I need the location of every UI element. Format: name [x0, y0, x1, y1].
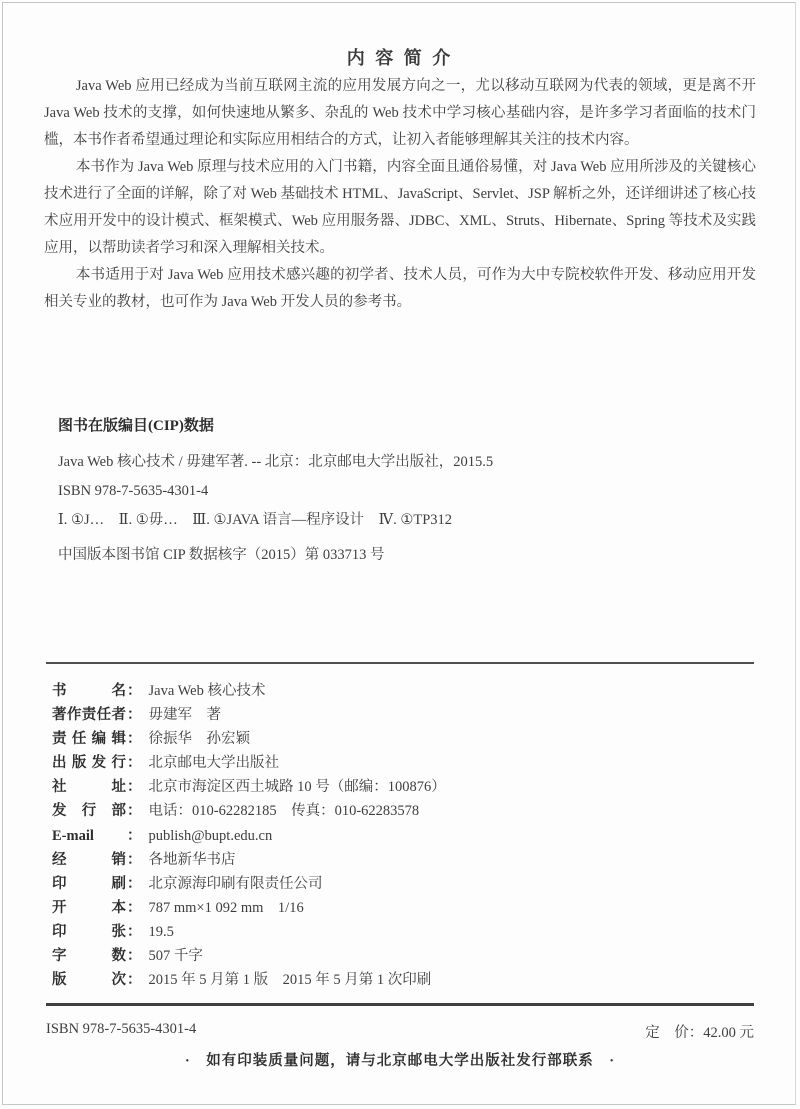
intro-title: 内 容 简 介: [346, 48, 454, 68]
row-colon: ：: [127, 683, 142, 699]
divider-top: [46, 662, 754, 664]
row-value: 19.5: [148, 923, 174, 940]
colophon-row-edition: [52, 968, 756, 992]
colophon-row-distribution-dept: [52, 799, 756, 823]
colophon-row-author: [52, 703, 756, 727]
colophon-row-editor: [52, 727, 756, 751]
colophon-row-publisher: [52, 751, 756, 775]
row-label: 开本: [52, 899, 126, 916]
row-label: 出版发行: [52, 755, 126, 772]
price-label: 定 价：42.00 元: [645, 1025, 754, 1041]
colophon-row-format: [52, 896, 756, 920]
cip-section: [58, 414, 748, 565]
cip-heading: 图书在版编目(CIP)数据: [58, 418, 214, 434]
isbn-price-line: [46, 1021, 754, 1042]
row-value: 北京邮电大学出版社: [148, 755, 279, 772]
row-label: 印张: [52, 923, 126, 940]
cip-classification-line: Ⅰ. ①J… Ⅱ. ①毋… Ⅲ. ①JAVA 语言—程序设计 Ⅳ. ①TP312: [58, 512, 453, 528]
row-value: 507 千字: [148, 948, 203, 965]
row-label: 责任编辑: [52, 731, 126, 748]
colophon-table: [52, 679, 756, 992]
intro-paragraph-1: Java Web 应用已经成为当前互联网主流的应用发展方向之一，尤以移动互联网为代表的领域，更是离不开 Java Web 技术的支撑，如何快速地从繁多、杂乱的 Web 技术中学习核心基础内容，是许多学习者面临的技术门槛，本书作者希望通过理论和实际应用相结合的方式，让初入者能够理解其关注的技术内容。: [44, 78, 756, 148]
row-label: E-mail: [52, 827, 94, 844]
row-label: 发行部: [52, 803, 126, 820]
colophon-row-wordcount: [52, 944, 756, 968]
row-colon: ：: [127, 731, 142, 748]
colophon-row-address: [52, 775, 756, 799]
row-value: 各地新华书店: [148, 851, 236, 868]
divider-bottom: [46, 1003, 754, 1006]
row-value: 毋建军 著: [148, 707, 221, 724]
row-value: 787 mm×1 092 mm 1/16: [148, 899, 304, 916]
intro-section: [44, 73, 756, 316]
colophon-row-book-title: [52, 679, 756, 703]
row-colon: ：: [127, 803, 142, 820]
row-label: 著作责任者: [52, 707, 126, 724]
row-value: 北京市海淀区西土城路 10 号（邮编：100876）: [148, 779, 446, 796]
isbn-footer: ISBN 978-7-5635-4301-4: [46, 1021, 197, 1037]
colophon-row-sheets: [52, 920, 756, 944]
row-colon: ：: [127, 875, 142, 892]
row-label: 经销: [52, 851, 126, 868]
row-value: 电话：010-62282185 传真：010-62283578: [148, 803, 420, 820]
row-value: 北京源海印刷有限责任公司: [148, 875, 323, 892]
intro-paragraph-2: 本书作为 Java Web 原理与技术应用的入门书籍，内容全面且通俗易懂，对 Java Web 应用所涉及的关键核心技术进行了全面的详解，除了对 Web 基础技术 HTML、JavaScript、Servlet、JSP 解析之外，还详细讲述了核心技术应用开发中的设计模式、框架模式、Web 应用服务器、JDBC、XML、Struts、Hibernate、Spring 等技术及实践应用，以帮助读者学习和深入理解相关技术。: [44, 159, 756, 256]
row-colon: ：: [127, 851, 142, 868]
row-value: publish@bupt.edu.cn: [148, 827, 273, 844]
row-label: 版次: [52, 972, 126, 989]
quality-notice: · 如有印装质量问题，请与北京邮电大学出版社发行部联系 ·: [184, 1053, 616, 1069]
row-label: 印刷: [52, 875, 126, 892]
colophon-row-email: [52, 824, 756, 848]
row-colon: ：: [127, 972, 142, 989]
row-colon: ：: [127, 779, 142, 796]
cip-isbn-line: ISBN 978-7-5635-4301-4: [58, 483, 209, 499]
row-colon: ：: [127, 707, 142, 724]
row-colon: ：: [127, 948, 142, 965]
row-colon: ：: [127, 899, 142, 916]
row-value: 徐振华 孙宏颖: [148, 731, 250, 748]
row-label: 字数: [52, 948, 126, 965]
row-label: 书名: [52, 683, 126, 699]
intro-paragraph-3: 本书适用于对 Java Web 应用技术感兴趣的初学者、技术人员，可作为大中专院校软件开发、移动应用开发相关专业的教材，也可作为 Java Web 开发人员的参考书。: [44, 267, 756, 310]
row-value: 2015 年 5 月第 1 版 2015 年 5 月第 1 次印刷: [148, 972, 432, 989]
row-colon: ：: [127, 827, 142, 844]
row-colon: ：: [127, 923, 142, 940]
cip-record-line: 中国版本图书馆 CIP 数据核字（2015）第 033713 号: [58, 547, 385, 563]
colophon-row-printer: [52, 872, 756, 896]
row-colon: ：: [127, 755, 142, 772]
row-label: 社址: [52, 779, 126, 796]
row-value: Java Web 核心技术: [148, 683, 266, 699]
cip-title-line: Java Web 核心技术 / 毋建军著. -- 北京：北京邮电大学出版社，2015.5: [58, 454, 494, 470]
colophon-row-distributor: [52, 848, 756, 872]
